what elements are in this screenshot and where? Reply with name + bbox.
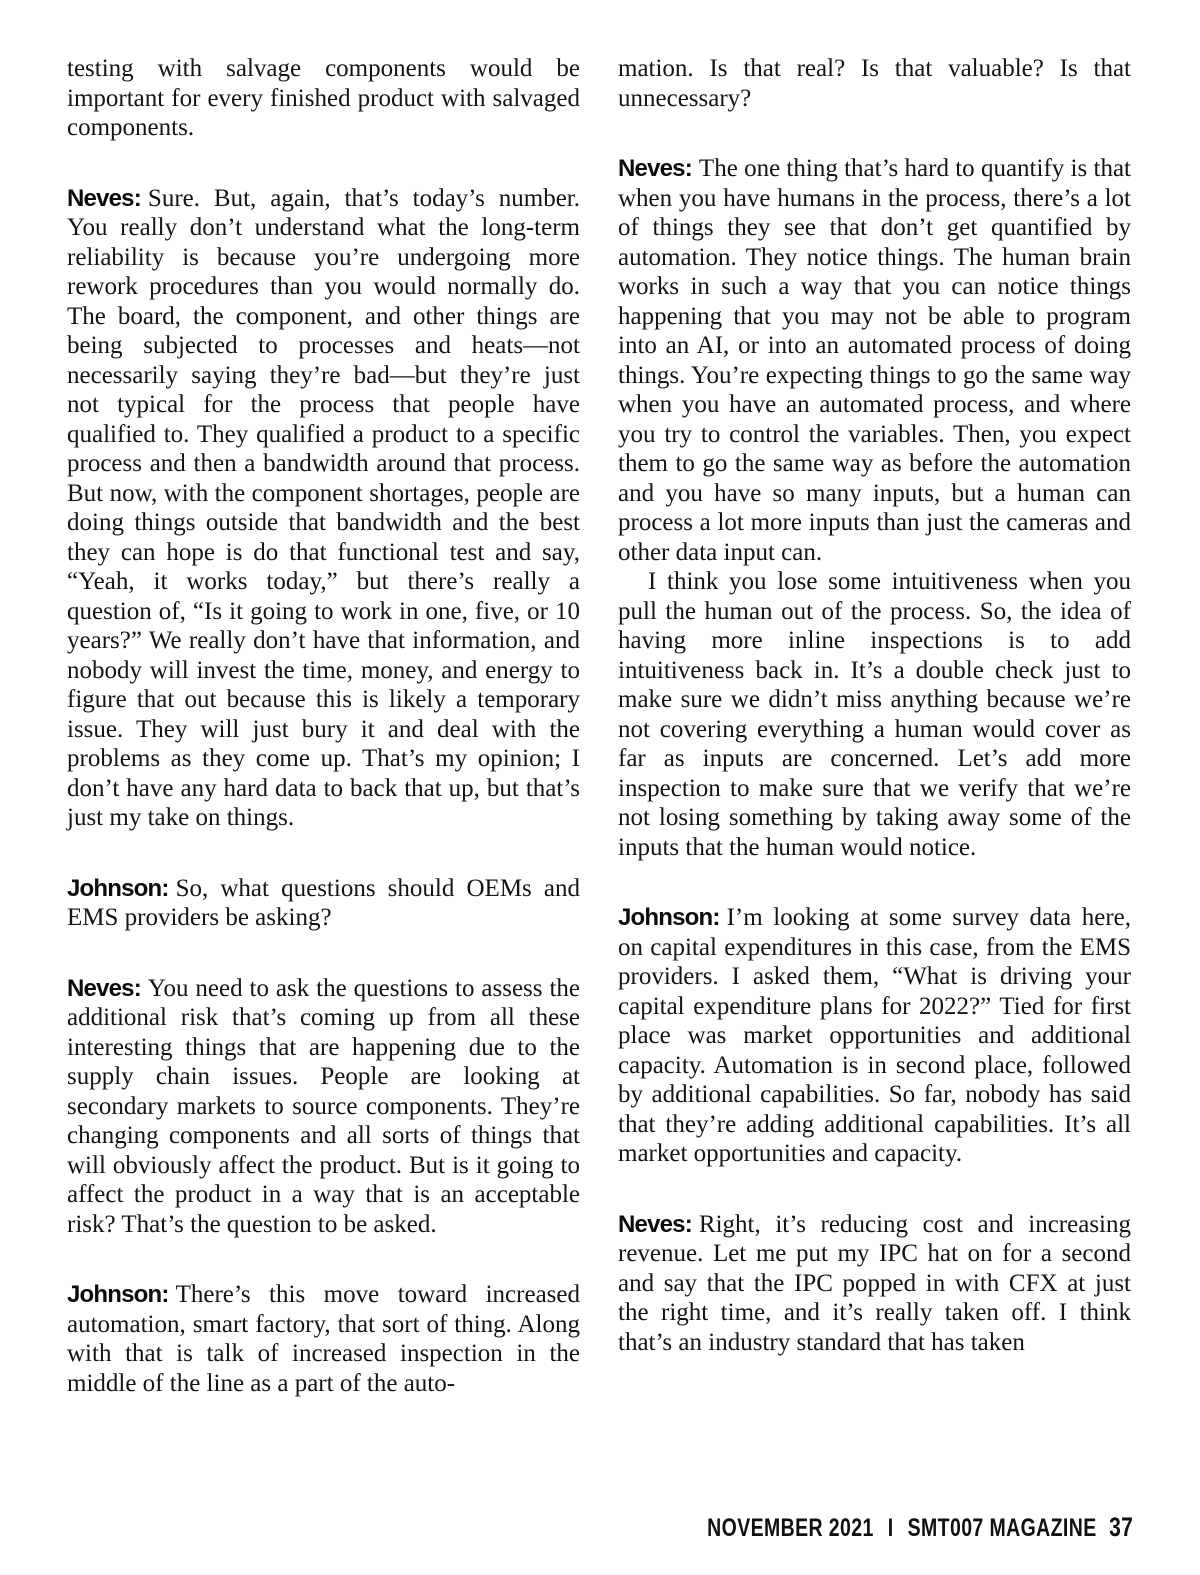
speaker-label: Johnson: — [67, 1281, 169, 1308]
speaker-label: Neves: — [67, 974, 141, 1002]
paragraph-text: The one thing that’s hard to quantify is that when you have humans in the process, there’s a lot of things they see that don’t get quantified by automation. They notice things. The human brain works in such a way that you can notice things happening that you may not be able to program into an AI, or into an automated process of doing things. You’re expecting things to go the same way when you have an automated process, and where you try to control the variables. Then, you expect them to go the same way as before the automation and you have so many inputs, but a human can process a lot more inputs than just the cameras and other data input can. — [618, 155, 1131, 566]
paragraph-text: Sure. But, again, that’s today’s number. You really don’t understand what the long-term reliability is because you’re undergoing more rework procedures than you would normally do. The board, the component, and other things are being subjected to processes and heats—not necessarily saying they’re bad—but they’re just not typical for the process that people have qualified to. They qualified a product to a specific process and then a bandwidth around that process. But now, with the component shortages, people are doing things outside that bandwidth and the best they can hope is do that functional test and say, “Yeah, it works today,” but there’s really a question of, “Is it going to work in one, five, or 10 years?” We really don’t have that information, and nobody will invest the time, money, and energy to figure that out because this is likely a temporary issue. They will just bury it and deal with the problems as they come up. That’s my opinion; I don’t have any hard data to back that up, but that’s just my take on things. — [67, 184, 580, 831]
paragraph-text: mation. Is that real? Is that valuable? Is that unnecessary? — [618, 55, 1131, 112]
paragraph-johnson — [67, 1280, 580, 1398]
paragraph-neves — [618, 1210, 1131, 1358]
page-footer — [707, 1512, 1133, 1543]
paragraph-text: testing with salvage components would be important for every finished product with salvaged components. — [67, 55, 580, 141]
paragraph-text: There’s this move toward increased automation, smart factory, that sort of thing. Along with that is talk of increased inspection in the middle of the line as a part of the auto- — [67, 1281, 580, 1397]
speaker-label: Johnson: — [618, 904, 720, 931]
paragraph-continuation — [67, 54, 580, 143]
page-number: 37 — [1108, 1512, 1133, 1542]
speaker-label: Neves: — [67, 184, 141, 212]
paragraph-neves — [618, 154, 1131, 567]
paragraph-neves — [67, 184, 580, 833]
paragraph-text: Right, it’s reducing cost and increasing revenue. Let me put my IPC hat on for a second and say that the IPC popped in with CFX at just the right time, and it’s really taken off. I think that’s an industry standard that has taken — [618, 1210, 1131, 1356]
paragraph-text: So, what questions should OEMs and EMS providers be asking? — [67, 874, 580, 931]
paragraph-johnson — [67, 874, 580, 933]
footer-magazine-title: SMT007 MAGAZINE — [907, 1514, 1097, 1542]
left-column — [67, 54, 580, 1398]
footer-issue-date: NOVEMBER 2021 — [706, 1514, 874, 1542]
paragraph-johnson — [618, 903, 1131, 1169]
speaker-label: Johnson: — [67, 874, 169, 902]
paragraph-text: I’m looking at some survey data here, on capital expenditures in this case, from the EMS providers. I asked them, “What is driving your capital expenditure plans for 2022?” Tied for first place was market opportunities and additional capacity. Automation is in second place, followed by additional capabilities. So far, nobody has said that they’re adding additional capabilities. It’s all market opportunities and capacity. — [618, 904, 1131, 1167]
speaker-label: Neves: — [618, 1210, 692, 1238]
footer-separator: I — [887, 1514, 894, 1542]
article-body — [67, 54, 1131, 1398]
paragraph-neves — [67, 974, 580, 1240]
paragraph-text: I think you lose some intuitiveness when you pull the human out of the process. So, the idea of having more inline inspections is to add intuitiveness back in. It’s a double check just to make sure we didn’t miss anything because we’re not covering everything a human would cover as far as inputs are concerned. Let’s add more inspection to make sure that we verify that we’re not losing something by taking away some of the inputs that the human would notice. — [618, 568, 1131, 861]
paragraph-neves-continued — [618, 567, 1131, 862]
paragraph-text: You need to ask the questions to assess the additional risk that’s coming up from all these interesting things that are happening due to the supply chain issues. People are looking at secondary markets to source components. They’re changing components and all sorts of things that will obviously affect the product. But is it going to affect the product in a way that is an acceptable risk? That’s the question to be asked. — [67, 974, 580, 1238]
paragraph-continuation — [618, 54, 1131, 113]
right-column — [618, 54, 1131, 1398]
speaker-label: Neves: — [618, 155, 692, 182]
